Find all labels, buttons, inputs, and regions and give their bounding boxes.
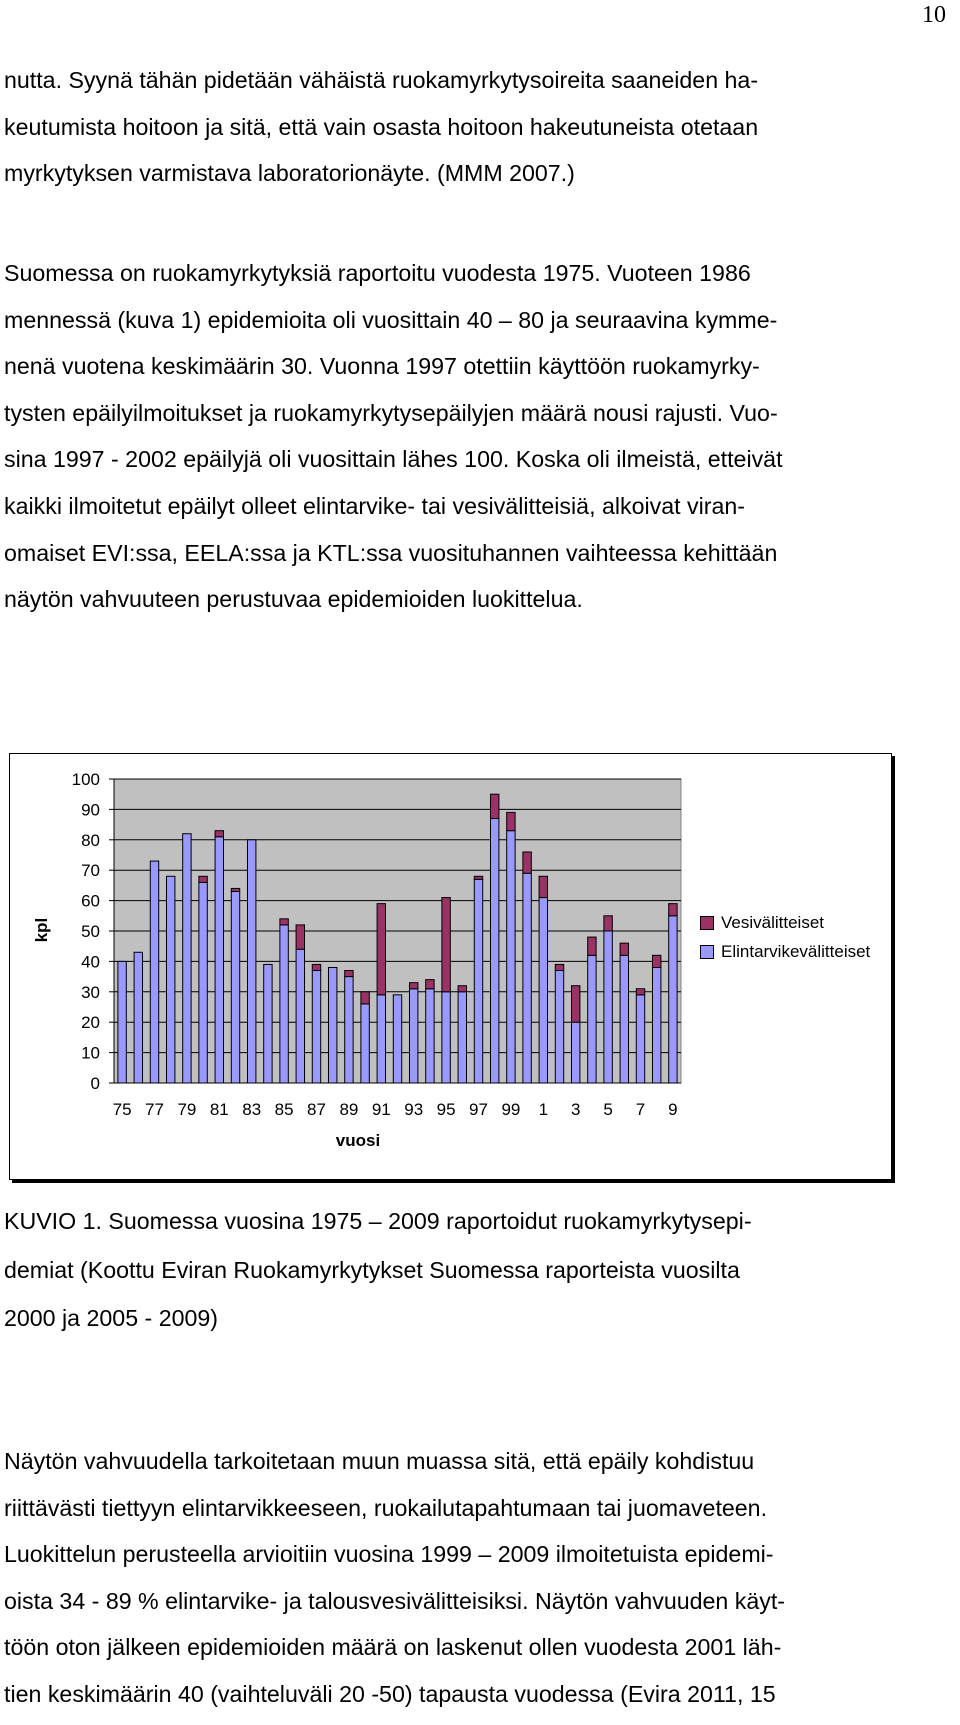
bar-segment xyxy=(652,955,660,967)
bar-segment xyxy=(588,955,596,1083)
y-tick-label: 10 xyxy=(81,1043,100,1063)
x-tick-label: 83 xyxy=(242,1100,262,1119)
y-tick-label: 100 xyxy=(71,770,100,789)
bar-segment xyxy=(620,943,628,955)
bar-segment xyxy=(118,961,126,1083)
chart-legend xyxy=(700,908,870,966)
bar-segment xyxy=(636,989,644,995)
text-line: oista 34 - 89 % elintarvike- ja talousvesivälitteisiksi. Näytön vahvuuden käyt- xyxy=(4,1587,786,1614)
x-tick-label: 81 xyxy=(209,1100,229,1119)
x-tick-label: 95 xyxy=(436,1100,456,1119)
bar-segment xyxy=(296,925,304,949)
bar-segment xyxy=(199,876,207,882)
text-line: myrkytyksen varmistava laboratorionäyte. (MMM 2007.) xyxy=(4,160,575,187)
bar-segment xyxy=(426,989,434,1083)
y-tick-label: 80 xyxy=(81,830,100,850)
bar-segment xyxy=(199,882,207,1083)
bar-segment xyxy=(458,986,466,992)
x-tick-label: 93 xyxy=(404,1100,424,1119)
x-tick-label: 77 xyxy=(145,1100,164,1119)
bar-segment xyxy=(247,840,255,1083)
text-line: tysten epäilyilmoitukset ja ruokamyrkytysepäilyjen määrä nousi rajusti. Vuo- xyxy=(4,399,778,426)
bar-segment xyxy=(280,919,288,925)
legend-item-water xyxy=(700,908,870,937)
bar-segment xyxy=(555,971,563,1083)
text-line: omaiset EVI:ssa, EELA:ssa ja KTL:ssa vuosituhannen vaihteessa kehittään xyxy=(4,539,778,566)
bar-segment xyxy=(134,952,142,1083)
caption-line: demiat (Koottu Eviran Ruokamyrkytykset Suomessa raporteista vuosilta xyxy=(4,1256,740,1283)
text-line: näytön vahvuuteen perustuvaa epidemioiden luokittelua. xyxy=(4,586,583,613)
text-line: mennessä (kuva 1) epidemioita oli vuosittain 40 – 80 ja seuraavina kymme- xyxy=(4,306,778,333)
bar-segment xyxy=(523,852,531,873)
x-tick-label: 99 xyxy=(501,1100,521,1119)
x-tick-label: 75 xyxy=(112,1100,132,1119)
legend-swatch-water xyxy=(700,916,714,930)
bar-segment xyxy=(312,971,320,1083)
x-tick-label: 97 xyxy=(469,1100,488,1119)
paragraph-intro xyxy=(4,57,944,197)
text-line: riittävästi tiettyyn elintarvikkeeseen, ruokailutapahtumaan tai juomaveteen. xyxy=(4,1494,768,1521)
bar-segment xyxy=(426,980,434,989)
bar-segment xyxy=(604,916,612,931)
bar-segment xyxy=(669,916,677,1083)
bar-segment xyxy=(361,992,369,1004)
x-tick-label: 1 xyxy=(538,1100,549,1119)
y-tick-label: 90 xyxy=(81,800,100,820)
legend-label-food: Elintarvikevälitteiset xyxy=(721,941,871,961)
legend-item-food xyxy=(700,937,870,966)
y-tick-label: 70 xyxy=(81,861,100,881)
bar-segment xyxy=(539,898,547,1083)
bar-segment xyxy=(280,925,288,1083)
bar-segment xyxy=(345,971,353,977)
y-tick-label: 0 xyxy=(90,1074,100,1093)
bar-segment xyxy=(620,955,628,1083)
text-line: nutta. Syynä tähän pidetään vähäistä ruokamyrkytysoireita saaneiden ha- xyxy=(4,67,759,93)
bar-segment xyxy=(571,986,579,1022)
bar-segment xyxy=(458,992,466,1083)
x-tick-label: 89 xyxy=(339,1100,359,1119)
bar-segment xyxy=(345,977,353,1083)
bar-segment xyxy=(523,873,531,1083)
x-tick-label: 9 xyxy=(668,1100,678,1119)
text-line: keutumista hoitoon ja sitä, että vain osasta hoitoon hakeutuneista otetaan xyxy=(4,113,759,140)
paragraph-history xyxy=(4,250,944,623)
y-tick-label: 60 xyxy=(81,891,100,911)
caption-line: KUVIO 1. Suomessa vuosina 1975 – 2009 raportoidut ruokamyrkytysepi- xyxy=(4,1208,752,1234)
x-tick-label: 3 xyxy=(570,1100,581,1119)
bar-segment xyxy=(507,812,515,830)
y-tick-label: 50 xyxy=(81,922,100,941)
bar-segment xyxy=(264,964,272,1083)
bar-segment xyxy=(490,794,498,818)
figure-caption xyxy=(4,1197,944,1343)
bar-segment xyxy=(636,995,644,1083)
bar-segment xyxy=(377,995,385,1083)
y-tick-label: 20 xyxy=(81,1013,100,1033)
text-line: nenä vuotena keskimäärin 30. Vuonna 1997 otettiin käyttöön ruokamyrky- xyxy=(4,353,760,380)
text-line: tien keskimäärin 40 (vaihteluväli 20 -50) tapausta vuodessa (Evira 2011, 15 xyxy=(4,1680,776,1707)
page-number: 10 xyxy=(922,2,946,28)
x-tick-label: 5 xyxy=(603,1100,613,1119)
chart-figure xyxy=(9,753,892,1180)
y-tick-label: 40 xyxy=(81,952,100,972)
bar-segment xyxy=(604,931,612,1083)
bar-segment xyxy=(150,861,158,1083)
bar-segment xyxy=(215,837,223,1083)
bar-segment xyxy=(361,1004,369,1083)
bar-segment xyxy=(377,904,385,995)
x-tick-label: 7 xyxy=(635,1100,646,1119)
text-line: Suomessa on ruokamyrkytyksiä raportoitu vuodesta 1975. Vuoteen 1986 xyxy=(4,260,751,286)
bar-segment xyxy=(231,888,239,891)
caption-line: 2000 ja 2005 - 2009) xyxy=(4,1305,219,1331)
bar-segment xyxy=(474,879,482,1083)
x-tick-label: 79 xyxy=(177,1100,197,1119)
bar-segment xyxy=(393,995,401,1083)
bar-segment xyxy=(474,876,482,879)
bar-segment xyxy=(328,967,336,1083)
text-line: Näytön vahvuudella tarkoitetaan muun muassa sitä, että epäily kohdistuu xyxy=(4,1448,755,1474)
bar-segment xyxy=(166,876,174,1083)
bar-segment xyxy=(312,964,320,970)
bar-segment xyxy=(652,967,660,1083)
bar-segment xyxy=(296,949,304,1083)
x-tick-label: 91 xyxy=(371,1100,391,1119)
bar-segment xyxy=(183,834,191,1083)
x-tick-label: 87 xyxy=(307,1100,326,1119)
y-axis-label: kpl xyxy=(32,917,51,943)
bar-segment xyxy=(588,937,596,955)
y-tick-label: 30 xyxy=(81,982,100,1002)
x-axis-label: vuosi xyxy=(335,1131,381,1150)
bar-segment xyxy=(571,1022,579,1083)
text-line: sina 1997 - 2002 epäilyjä oli vuosittain lähes 100. Koska oli ilmeistä, etteivät xyxy=(4,446,783,473)
bar-segment xyxy=(539,876,547,897)
bar-segment xyxy=(442,992,450,1083)
legend-label-water: Vesivälitteiset xyxy=(721,912,824,932)
legend-swatch-food xyxy=(700,945,714,959)
bar-segment xyxy=(507,831,515,1083)
bar-segment xyxy=(215,831,223,837)
bar-segment xyxy=(555,964,563,970)
bar-segment xyxy=(490,819,498,1083)
bar-segment xyxy=(231,891,239,1083)
text-line: kaikki ilmoitetut epäilyt olleet elintarvike- tai vesivälitteisiä, alkoivat viran- xyxy=(4,492,746,519)
paragraph-evidence xyxy=(4,1438,944,1718)
x-tick-label: 85 xyxy=(274,1100,294,1119)
bar-segment xyxy=(669,904,677,916)
text-line: Luokittelun perusteella arvioitiin vuosina 1999 – 2009 ilmoitetuista epidemi- xyxy=(4,1541,774,1568)
bar-segment xyxy=(409,989,417,1083)
bar-segment xyxy=(442,898,450,992)
text-line: töön oton jälkeen epidemioiden määrä on laskenut ollen vuodesta 2001 läh- xyxy=(4,1634,782,1661)
stacked-bar-chart xyxy=(10,754,891,1179)
bar-segment xyxy=(409,983,417,989)
